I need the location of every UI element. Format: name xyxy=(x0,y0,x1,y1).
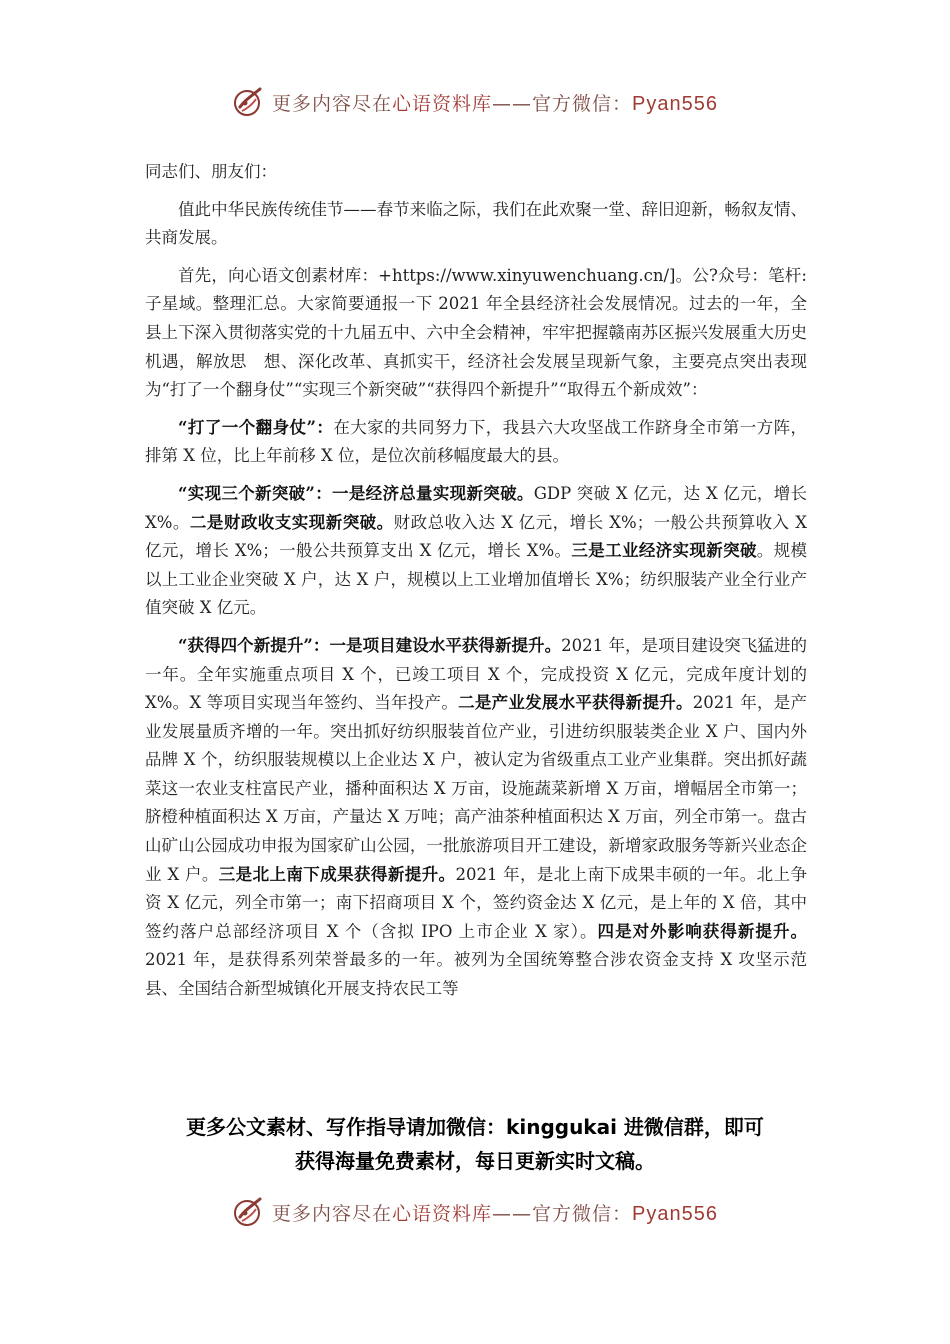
wechat-id: Pyan556 xyxy=(632,92,718,115)
banner-text: 更多内容尽在心语资料库——官方微信：Pyan556 xyxy=(271,1202,718,1225)
promo-line-2: 获得海量免费素材，每日更新实时文稿。 xyxy=(295,1149,655,1173)
heading-turnaround: “打了一个翻身仗”： xyxy=(178,417,334,437)
paragraph-four-improvements: “获得四个新提升”：一是项目建设水平获得新提升。2021 年，是项目建设突飞猛进的一年。全年实施重点项目 X 个，已竣工项目 X 个，完成投资 X 亿元，完成年度计划的 X%。X 等项目实现当年签约、当年投产。二是产业发展水平获得新提升。2021 年，是产业发展量质齐增的一年。突出抓好纺织服装首位产业，引进纺织服装类企业 X 户、国内外品牌 X 个，纺织服装规模以上企业达 X 户，被认定为省级重点工业产业集群。突出抓好蔬菜这一农业支柱富民产业，播种面积达 X 万亩，设施蔬菜新增 X 万亩，增幅居全市第一；脐橙种植面积达 X 万亩，产量达 X 万吨；高产油茶种植面积达 X 万亩，列全市第一。盘古山矿山公园成功申报为国家矿山公园，一批旅游项目开工建设，新增家政服务等新兴业态企业 X 户。三是北上南下成果获得新提升。2021 年，是北上南下成果丰硕的一年。北上争资 X 亿元，列全市第一；南下招商项目 X 个，签约资金达 X 亿元，是上年的 X 倍，其中签约落户总部经济项目 X 个（含拟 IPO 上市企业 X 家）。四是对外影响获得新提升。2021 年，是获得系列荣誉最多的一年。被列为全国统筹整合涉农资金支持 X 攻坚示范县、全国结合新型城镇化开展支持农民工等 xyxy=(145,635,808,999)
promo-line-1: 更多公文素材、写作指导请加微信：kinggukai 进微信群，即可 xyxy=(186,1115,764,1139)
greeting: 同志们、朋友们： xyxy=(145,162,277,181)
pen-logo-icon xyxy=(232,85,266,119)
promo-note xyxy=(0,1110,950,1178)
footer-banner xyxy=(0,1192,950,1232)
header-banner xyxy=(0,82,950,122)
paragraph-opening: 值此中华民族传统佳节——春节来临之际，我们在此欢聚一堂、辞旧迎新，畅叙友情、共商发展。 xyxy=(145,199,807,248)
heading-four-improvements: “获得四个新提升”：一是项目建设水平获得新提升。 xyxy=(178,635,562,655)
paragraph-overview: 首先，向心语文创素材库：+https://www.xinyuwenchuang.cn/]。公?众号：笔杆:子星域。整理汇总。大家简要通报一下 2021 年全县经济社会发展情况。过去的一年，全县上下深入贯彻落实党的十九届五中、六中全会精神，牢牢把握赣南苏区振兴发展重大历史机遇，解放思 想、深化改革、真抓实干，经济社会发展呈现新气象，主要亮点突出表现为“打了一个翻身仗”“实现三个新突破”“获得四个新提升”“取得五个新成效”： xyxy=(145,265,807,400)
paragraph-three-breakthroughs: “实现三个新突破”：一是经济总量实现新突破。GDP 突破 X 亿元，达 X 亿元，增长 X%。二是财政收支实现新突破。财政总收入达 X 亿元，增长 X%；一般公共预算收入 X 亿元，增长 X%；一般公共预算支出 X 亿元，增长 X%。三是工业经济实现新突破。规模以上工业企业突破 X 户，达 X 户，规模以上工业增加值增长 X%；纺织服装产业全行业产值突破 X 亿元。 xyxy=(145,483,808,618)
wechat-id: Pyan556 xyxy=(632,1202,718,1225)
paragraph-turnaround: “打了一个翻身仗”：在大家的共同努力下，我县六大攻坚战工作跻身全市第一方阵，排第 X 位，比上年前移 X 位，是位次前移幅度最大的县。 xyxy=(145,417,807,466)
pen-logo-icon xyxy=(232,1195,266,1229)
document-body xyxy=(145,158,807,1013)
heading-three-breakthroughs: “实现三个新突破”：一是经济总量实现新突破。 xyxy=(178,483,534,503)
banner-text: 更多内容尽在心语资料库——官方微信：Pyan556 xyxy=(271,92,718,115)
